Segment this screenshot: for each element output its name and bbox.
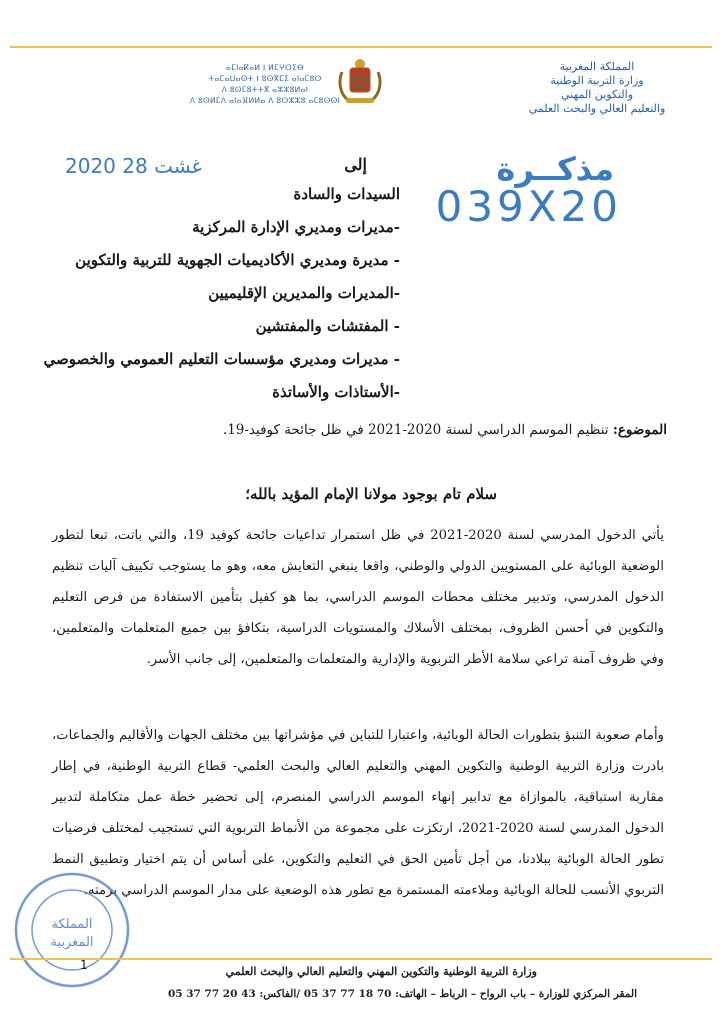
official-stamp-icon bbox=[12, 870, 132, 990]
header-tifinagh-line: ⴰⵎⵏⴰⴽⴰⵍ ⵏ ⵍⵎⵖⵔⵉⴱ bbox=[226, 63, 304, 72]
recipient-line: -الأستاذات والأساتذة bbox=[272, 383, 400, 401]
footer-rule bbox=[10, 958, 712, 960]
svg-text:المغربية: المغربية bbox=[50, 935, 94, 950]
header-tifinagh-line: ⵜⴰⵎⴰⵡⴰⵙⵜ ⵏ ⵓⵙⴳⵎⵉ ⴰⵏⴰⵎⵓⵔ bbox=[208, 74, 322, 83]
header-rule bbox=[10, 46, 712, 48]
recipient-line: -المديرات والمديرين الإقليميين bbox=[208, 284, 400, 302]
recipient-list bbox=[40, 182, 400, 413]
header-tifinagh bbox=[175, 62, 355, 106]
salutation: سلام تام بوجود مولانا الإمام المؤيد بالله؛ bbox=[245, 485, 497, 503]
memo-number: 039X20 bbox=[435, 182, 622, 231]
addressee-to: إلى bbox=[344, 155, 367, 174]
subject-label: الموضوع: bbox=[612, 422, 667, 438]
recipient-line: -مديرات ومديري الإدارة المركزية bbox=[192, 218, 400, 236]
memo-date: 2020 غشت 28 bbox=[65, 154, 203, 178]
header-tifinagh-line: ⴷ ⵓⵙⵍⵎⴷ ⴰⵏⴰⴼⵍⵍⴰ ⴷ ⵓⵔⵣⵣⵓ ⴰⵎⵓⵙⵙⵏ bbox=[189, 96, 341, 105]
body-paragraph-2: وأمام صعوبة التنبؤ بتطورات الحالة الوبائية، واعتبارا للتباين في مؤشراتها بين مختلف الجهات والأقاليم والجماعات، بادرت وزارة التربية الوطنية والتكوين المهني والتعليم العالي والبحث العلمي- قطاع التربية الوطنية، في إطار مقاربة استباقية، بالموازاة مع تدابير إنهاء الموسم الدراسي المنصرم، إلى تحضير خطة عمل متكاملة لتدبير الدخول المدرسي لسنة 2020-2021، ارتكزت على مجموعة من الأنماط التربوية التي تستجيب لمختلف فرضيات تطور الحالة الوبائية ببلادنا، من أجل تأمين الحق في التعليم والتكوين، على أساس أن يتم اختيار وتطبيق النمط التربوي الأنسب للحالة الوبائية وملاءمته المستمرة مع تطور هذه الوضعية على مدار الموسم الدراسي برمته. bbox=[52, 728, 664, 898]
footer-address: المقر المركزي للوزارة – باب الرواح – الرباط – الهاتف: 70 18 77 37 05 /الفاكس: 43 20 77 37 05 bbox=[167, 988, 637, 1000]
header-tifinagh-line: ⴷ ⵓⵙⵎⵓⵜⵜⴳ ⴰⵣⵣⵓⵍⴰⵏ bbox=[221, 85, 309, 94]
header-arabic-line: والتكوين المهني bbox=[560, 88, 634, 101]
svg-text:المملكة: المملكة bbox=[51, 917, 93, 932]
subject-line bbox=[67, 422, 667, 438]
recipient-line: - المفتشات والمفتشين bbox=[255, 317, 400, 335]
body-paragraph-1: يأتي الدخول المدرسي لسنة 2020-2021 في ظل استمرار تداعيات جائحة كوفيد 19، والتي باتت، تبعا لتطور الوضعية الوبائية على المستويين الدولي والوطني، واقعا ينبغي التعايش معه، وهو ما يستوجب تكييف آليات تنظيم الدخول المدرسي، وتدبير مختلف محطات الموسم الدراسي، بما هو كفيل بتأمين الاستفادة من فرص التعليم والتكوين في أحسن الظروف، بمختلف الأسلاك والمستويات الدراسية، بتكافؤ بين جميع المتعلمات والمتعلمين، وفي ظروف آمنة تراعي سلامة الأطر التربوية والإدارية والمتعلمات والمتعلمين، إلى جانب الأسر. bbox=[52, 528, 664, 667]
page-number: 1 bbox=[80, 958, 88, 972]
header-arabic bbox=[512, 60, 682, 116]
header-arabic-line: وزارة التربية الوطنية bbox=[550, 74, 644, 87]
recipient-line: - مديرات ومديري مؤسسات التعليم العمومي والخصوصي bbox=[43, 350, 400, 368]
subject-text: تنظيم الموسم الدراسي لسنة 2020-2021 في ظل جائحة كوفيد-19. bbox=[222, 422, 613, 438]
memo-label: مذكــرة bbox=[496, 150, 614, 188]
header-arabic-line: والتعليم العالي والبحث العلمي bbox=[528, 102, 666, 115]
header-arabic-line: المملكة المغربية bbox=[559, 60, 635, 73]
recipient-line: السيدات والسادة bbox=[293, 185, 400, 203]
recipient-line: - مديرة ومديري الأكاديميات الجهوية للتربية والتكوين bbox=[75, 251, 400, 269]
footer-ministry: وزارة التربية الوطنية والتكوين المهني والتعليم العالي والبحث العلمي bbox=[225, 965, 537, 978]
